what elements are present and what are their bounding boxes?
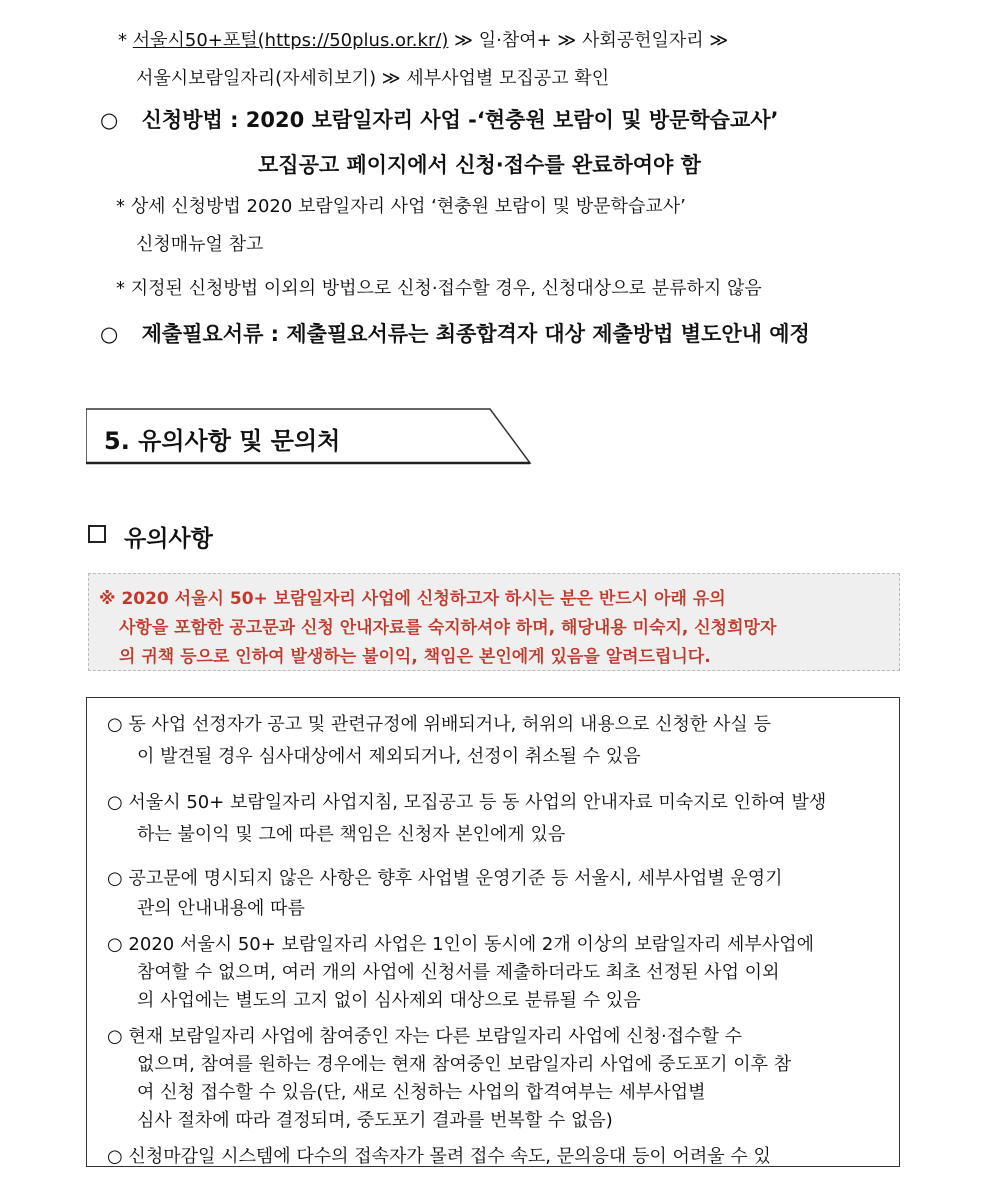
apply-method-line2: 모집공고 페이지에서 신청·접수를 완료하여야 함 bbox=[258, 153, 701, 177]
notice-item-4-line2: 참여할 수 없으며, 여러 개의 사업에 신청서를 제출하더라도 최초 선정된 사업 이외 bbox=[137, 962, 780, 983]
notice-item-5-line1: ○ 현재 보람일자리 사업에 참여중인 자는 다른 보람일자리 사업에 신청·접수할 수 bbox=[107, 1026, 743, 1047]
notice-item-5-line3: 여 신청 접수할 수 있음(단, 새로 신청하는 사업의 합격여부는 세부사업별 bbox=[137, 1082, 706, 1103]
warning-line3: 의 귀책 등으로 인하여 발생하는 불이익, 책임은 본인에게 있음을 알려드립니다. bbox=[119, 647, 711, 667]
warning-box bbox=[88, 573, 900, 671]
notice-item-2-line2: 하는 불이익 및 그에 따른 책임은 신청자 본인에게 있음 bbox=[137, 824, 566, 845]
portal-note-line2: 서울시보람일자리(자세히보기) ≫ 세부사업별 모집공고 확인 bbox=[136, 68, 610, 89]
note-asterisk: * bbox=[118, 30, 133, 51]
notice-item-3-line2: 관의 안내내용에 따름 bbox=[137, 898, 305, 919]
apply-note1-line2: 신청매뉴얼 참고 bbox=[136, 234, 264, 255]
bullet-circle: ○ bbox=[100, 322, 119, 346]
portal-link[interactable]: 서울시50+포털(https://50plus.or.kr/) bbox=[132, 30, 449, 51]
notice-item-1-line2: 이 발견될 경우 심사대상에서 제외되거나, 선정이 취소될 수 있음 bbox=[137, 746, 641, 767]
notice-item-3-line1: ○ 공고문에 명시되지 않은 사항은 향후 사업별 운영기준 등 서울시, 세부사업별 운영기 bbox=[107, 868, 783, 889]
notice-list-box bbox=[86, 697, 900, 1167]
notice-item-5-line2: 없으며, 참여를 원하는 경우에는 현재 참여중인 보람일자리 사업에 중도포기 이후 참 bbox=[137, 1054, 792, 1075]
documents-text: 제출필요서류 : 제출필요서류는 최종합격자 대상 제출방법 별도안내 예정 bbox=[141, 322, 810, 346]
bullet-circle: ○ bbox=[100, 108, 119, 132]
notice-item-5-line4: 심사 절차에 따라 결정되며, 중도포기 결과를 번복할 수 없음) bbox=[137, 1110, 613, 1131]
notice-item-1-line1: ○ 동 사업 선정자가 공고 및 관련규정에 위배되거나, 허위의 내용으로 신청한 사실 등 bbox=[107, 714, 771, 735]
section-heading-box bbox=[86, 407, 532, 465]
portal-path: ≫ 일·참여+ ≫ 사회공헌일자리 ≫ bbox=[448, 30, 729, 51]
notice-item-6-line1: ○ 신청마감일 시스템에 다수의 접속자가 몰려 접수 속도, 문의응대 등이 어려울 수 있 bbox=[107, 1146, 771, 1167]
notice-item-2-line1: ○ 서울시 50+ 보람일자리 사업지침, 모집공고 등 동 사업의 안내자료 미숙지로 인하여 발생 bbox=[107, 792, 827, 813]
apply-method-text: 신청방법 : 2020 보람일자리 사업 -‘현충원 보람이 및 방문학습교사’ bbox=[141, 108, 779, 132]
apply-note2: * 지정된 신청방법 이외의 방법으로 신청·접수할 경우, 신청대상으로 분류하지 않음 bbox=[116, 278, 762, 299]
warning-line2: 사항을 포함한 공고문과 신청 안내자료를 숙지하셔야 하며, 해당내용 미숙지, 신청희망자 bbox=[119, 618, 777, 638]
apply-method-line1 bbox=[100, 104, 779, 134]
section-heading: 5. 유의사항 및 문의처 bbox=[104, 427, 341, 455]
portal-note-line1 bbox=[118, 26, 728, 52]
apply-note1-line1: * 상세 신청방법 2020 보람일자리 사업 ‘현충원 보람이 및 방문학습교사’ bbox=[116, 196, 686, 217]
notice-item-4-line1: ○ 2020 서울시 50+ 보람일자리 사업은 1인이 동시에 2개 이상의 보람일자리 세부사업에 bbox=[107, 934, 814, 955]
subsection-checkbox-icon bbox=[88, 525, 106, 543]
warning-line1: ※ 2020 서울시 50+ 보람일자리 사업에 신청하고자 하시는 분은 반드시 아래 유의 bbox=[99, 589, 726, 609]
documents-line bbox=[100, 318, 810, 348]
subsection-title: 유의사항 bbox=[124, 526, 213, 552]
notice-item-4-line3: 의 사업에는 별도의 고지 없이 심사제외 대상으로 분류될 수 있음 bbox=[137, 990, 641, 1011]
